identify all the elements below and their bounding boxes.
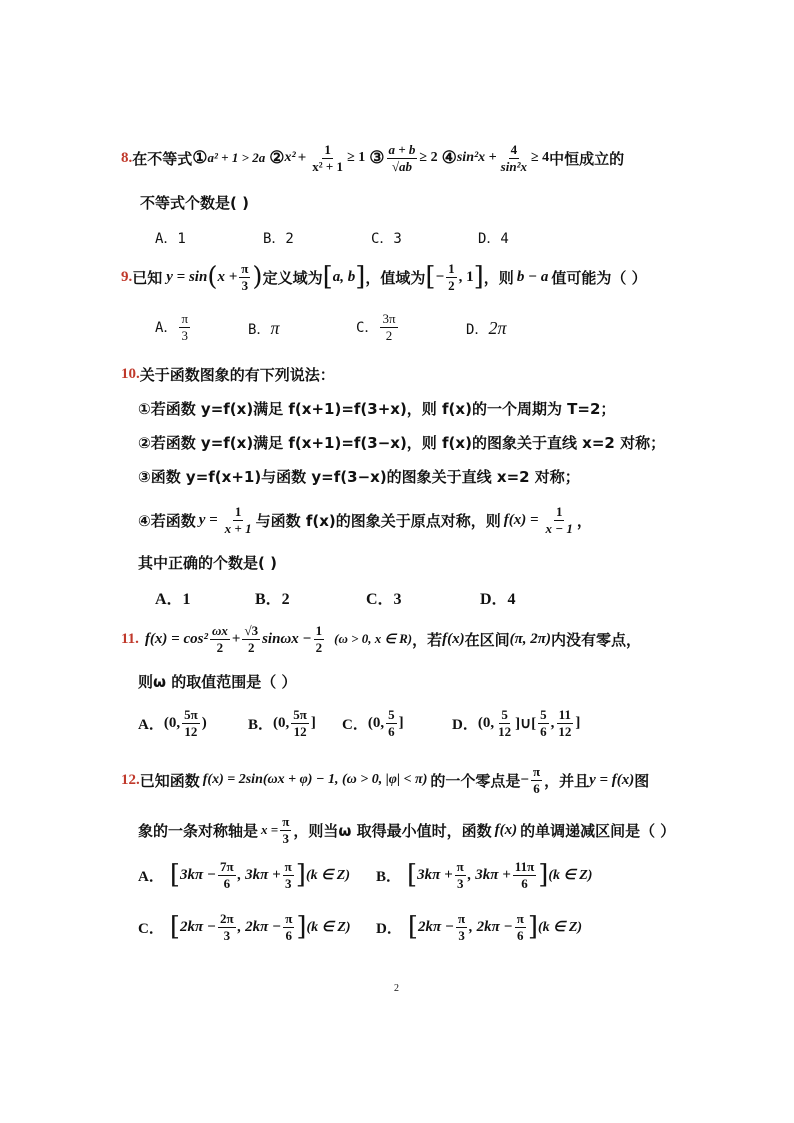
q10-title: 10. 关于函数图象的有下列说法：	[121, 366, 335, 384]
q9-line1: 9. 已知 y = sin ( x + $\frac{\pi}{3}$ ) 定义域为 [ a, b ] ，值域为 [ − $\frac{1}{2}$ , 1 ] ，则 b − a 值可能为（ ）	[121, 261, 647, 293]
q11-number: 11.	[121, 630, 139, 647]
ineq-3-fraction: $\frac{a + b}{√ab}$	[388, 142, 416, 174]
q8-option-a: A．1	[155, 231, 186, 247]
q8-option-d: D．4	[478, 231, 509, 247]
q8-line1: 8. 在不等式 ① a² + 1 > 2a ② x² + $\frac{1}{\text{x² + 1}}$ ≥ 1 ③ $\frac{a + b}{√ab}$ ≥ 2 ④ sin²x + $\frac{4}{\text{sin²x}}$ ≥ 4 中恒成立的	[121, 142, 625, 174]
q10-statement-4: ④若函数 y = $\frac{1}{x + 1}$ 与函数 f(x)的图象关于原点对称，则 f(x) = $\frac{1}{x - 1}$ ，	[138, 504, 592, 536]
q9-option-c: C． $\frac{3\pi}{2}$	[356, 311, 396, 343]
q10-option-d: D．4	[480, 591, 516, 608]
q9-number: 9.	[121, 268, 133, 285]
q9-option-a: A． $\frac{\pi}{3}$	[155, 311, 189, 343]
q12-option-a: A． [ 3kπ − $\frac{7\pi}{6}$ , 3kπ + $\frac{\pi}{3}$ ] (k ∈ Z)	[138, 859, 351, 891]
q8-option-c: C．3	[371, 231, 402, 247]
q12-line1: 12. 已知函数 f(x) = 2sin(ωx + φ) − 1, (ω > 0, |φ| < π) 的一个零点是 − $\frac{\pi}{6}$ ，并且 y = f(x) 图	[121, 764, 650, 796]
q11-line2: 则ω 的取值范围是（ ）	[138, 673, 297, 691]
q11-option-a: A． (0, $\frac{5\pi}{12}$ )	[138, 707, 207, 739]
q8-option-b: B．2	[263, 231, 294, 247]
q12-number: 12.	[121, 771, 140, 788]
q10-statement-2: ②若函数 y=f(x)满足 f(x+1)=f(3−x)，则 f(x)的图象关于直线 x=2 对称；	[138, 434, 666, 452]
q9-option-b: B． π	[248, 318, 280, 338]
q9-option-d: D． 2π	[466, 318, 507, 338]
q12-option-b: B． [ 3kπ + $\frac{\pi}{3}$ , 3kπ + $\frac{11\pi}{6}$ ] (k ∈ Z)	[376, 859, 593, 891]
q10-option-b: B．2	[255, 591, 290, 608]
q10-statement-1: ①若函数 y=f(x)满足 f(x+1)=f(3+x)，则 f(x)的一个周期为 T=2；	[138, 400, 616, 418]
q8-line2: 不等式个数是( )	[140, 194, 249, 212]
q11-option-d: D． (0, $\frac{5}{12}$ ]∪[ $\frac{5}{6}$ , $\frac{11}{12}$ ]	[452, 707, 581, 739]
q12-option-d: D． [ 2kπ − $\frac{\pi}{3}$ , 2kπ − $\frac{\pi}{6}$ ] (k ∈ Z)	[376, 911, 583, 943]
ineq-2-fraction: $\frac{1}{\text{x² + 1}}$	[312, 142, 344, 174]
q10-statement-3: ③函数 y=f(x+1)与函数 y=f(3−x)的图象关于直线 x=2 对称；	[138, 468, 580, 486]
q10-number: 10.	[121, 366, 140, 382]
q10-option-a: A．1	[155, 591, 191, 608]
q8-number: 8.	[121, 149, 133, 166]
ineq-1: a² + 1 > 2a	[207, 150, 266, 166]
q11-option-c: C． (0, $\frac{5}{6}$ ]	[342, 707, 404, 739]
q10-option-c: C．3	[366, 591, 402, 608]
page-number: 2	[394, 983, 399, 994]
q10-question: 其中正确的个数是( )	[138, 554, 277, 572]
q12-option-c: C． [ 2kπ − $\frac{2\pi}{3}$ , 2kπ − $\frac{\pi}{6}$ ] (k ∈ Z)	[138, 911, 351, 943]
q12-line2: 象的一条对称轴是 x = $\frac{\pi}{3}$ ，则当ω 取得最小值时，函数 f(x) 的单调递减区间是（ ）	[138, 814, 676, 846]
ineq-4-fraction: $\frac{4}{\text{sin²x}}$	[500, 142, 527, 174]
q11-option-b: B． (0, $\frac{5\pi}{12}$ ]	[248, 707, 316, 739]
q11-line1: 11. f(x) = cos² $\frac{\omega x}{2}$ + $\frac{√3}{2}$ sinωx − $\frac{1}{2}$ (ω > 0, x ∈ R) ，若 f(x) 在区间 (π, 2π) 内没有零点，	[121, 623, 642, 655]
